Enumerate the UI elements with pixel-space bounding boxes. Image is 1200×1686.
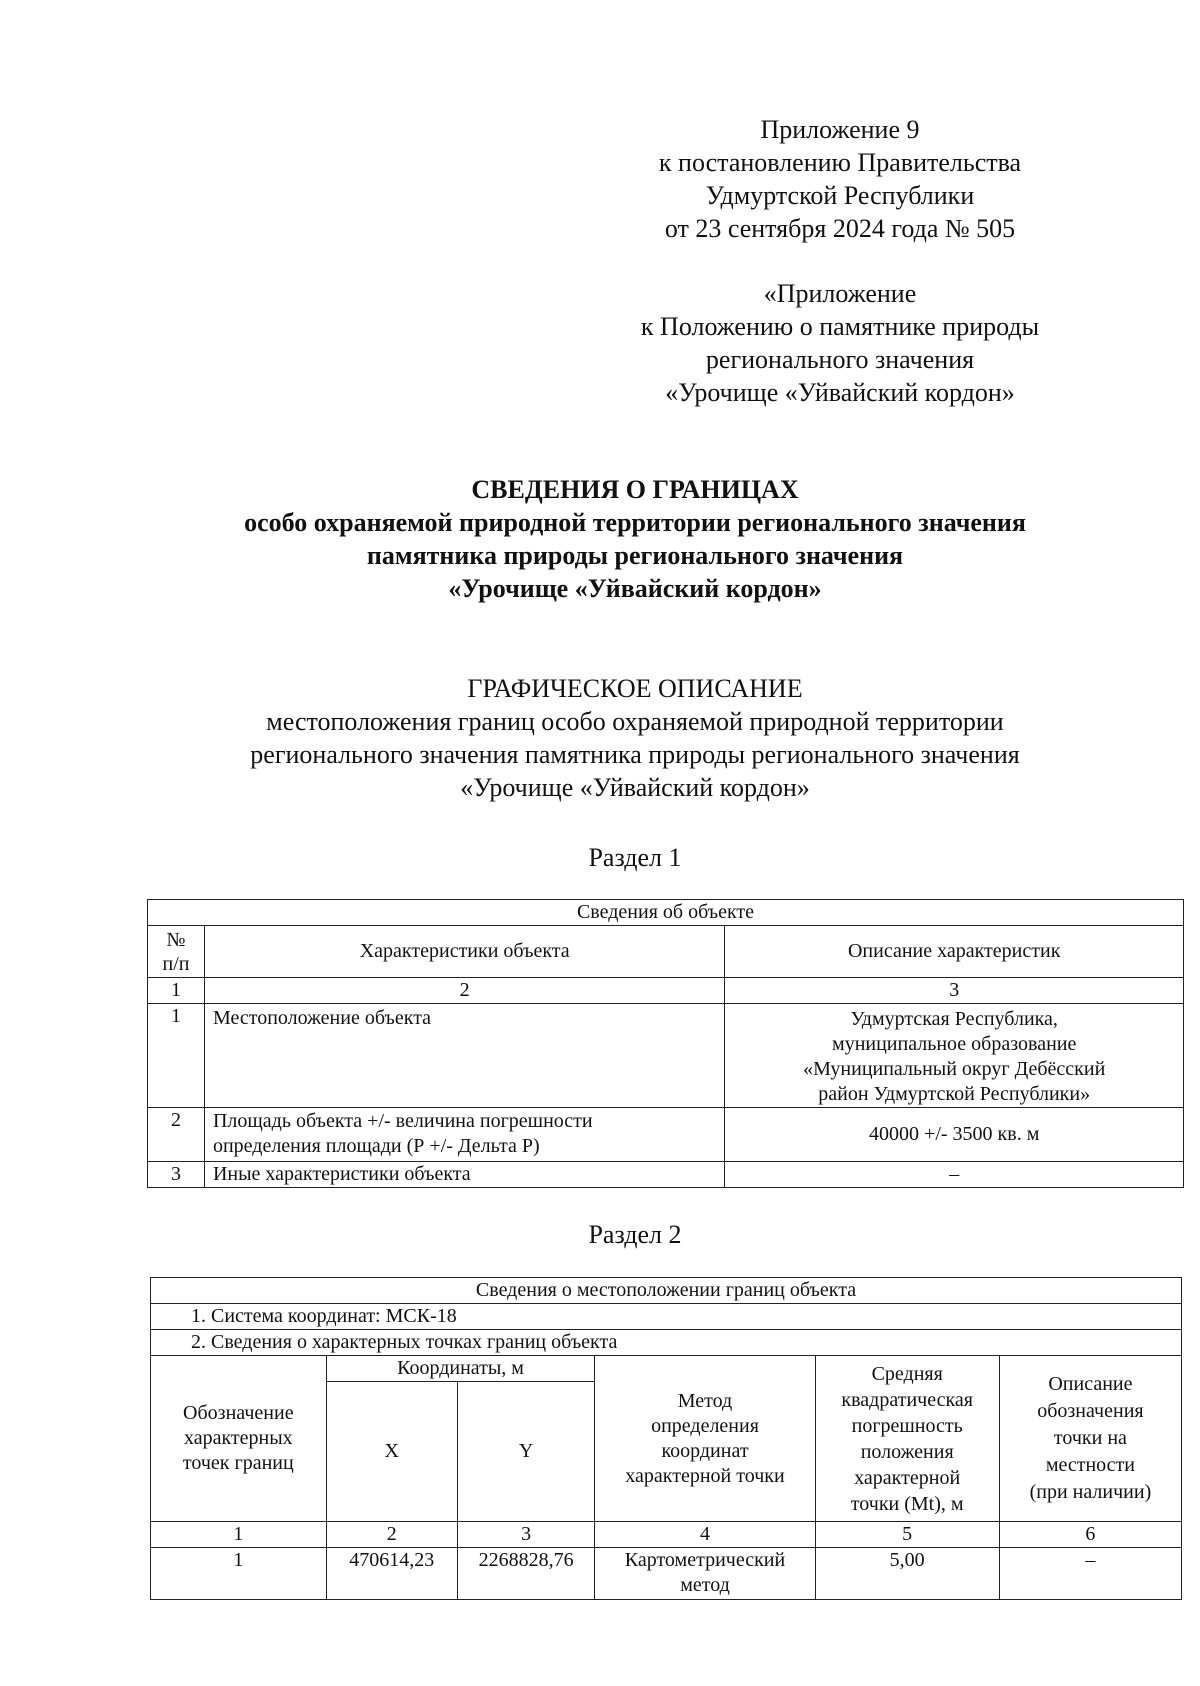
header-designation: Обозначение характерных точек границ	[151, 1356, 327, 1522]
appendix2-line: регионального значения	[705, 345, 975, 374]
row-description: –	[725, 1162, 1184, 1188]
row-number: 1	[148, 1004, 205, 1108]
table-row	[148, 1162, 1184, 1188]
appendix2-line: «Урочище «Уйвайский кордон»	[665, 378, 1015, 407]
document-title	[100, 473, 1170, 605]
point-description: –	[999, 1548, 1181, 1600]
col-number: 2	[204, 978, 724, 1004]
appendix2-line: к Положению о памятнике природы	[640, 312, 1040, 341]
point-x: 470614,23	[326, 1548, 457, 1600]
col-header-description: Описание характеристик	[725, 926, 1184, 978]
point-method: Картометрический метод	[595, 1548, 815, 1600]
table-caption: Сведения о местоположении границ объекта	[151, 1278, 1182, 1304]
boundary-points-table	[150, 1277, 1182, 1600]
row-characteristic: Иные характеристики объекта	[204, 1162, 724, 1188]
row-number: 3	[148, 1162, 205, 1188]
header-y: Y	[457, 1382, 595, 1522]
title-line: памятника природы регионального значения	[366, 541, 904, 570]
subtitle-line: местоположения границ особо охраняемой природной территории	[266, 707, 1004, 736]
point-y: 2268828,76	[457, 1548, 595, 1600]
row-characteristic: Площадь объекта +/- величина погрешности определения площади (Р +/- Дельта Р)	[204, 1108, 724, 1162]
row-description: 40000 +/- 3500 кв. м	[725, 1108, 1184, 1162]
table-row	[151, 1548, 1182, 1600]
object-info-table	[147, 899, 1184, 1188]
col-number: 1	[151, 1522, 327, 1548]
appendix-line: Удмуртской Республики	[705, 181, 975, 210]
col-number: 3	[457, 1522, 595, 1548]
appendix-line: к постановлению Правительства	[658, 148, 1022, 177]
points-info: 2. Сведения о характерных точках границ объекта	[151, 1330, 1182, 1356]
table-row	[148, 1108, 1184, 1162]
row-characteristic: Местоположение объекта	[204, 1004, 724, 1108]
title-line: особо охраняемой природной территории регионального значения	[244, 508, 1026, 537]
col-header-characteristic: Характеристики объекта	[204, 926, 724, 978]
appendix2-line: «Приложение	[763, 279, 917, 308]
subtitle-line: регионального значения памятника природы регионального значения	[250, 740, 1020, 769]
section-1-heading: Раздел 1	[588, 843, 682, 872]
header-method: Метод определения координат характерной точки	[595, 1356, 815, 1522]
col-number: 6	[999, 1522, 1181, 1548]
subtitle-line: ГРАФИЧЕСКОЕ ОПИСАНИЕ	[467, 674, 803, 703]
table-caption: Сведения об объекте	[148, 900, 1184, 926]
col-number: 4	[595, 1522, 815, 1548]
row-number: 2	[148, 1108, 205, 1162]
col-number: 1	[148, 978, 205, 1004]
appendix-line: Приложение 9	[760, 115, 920, 144]
table-row	[148, 1004, 1184, 1108]
point-error: 5,00	[815, 1548, 999, 1600]
regulation-appendix-reference	[600, 277, 1080, 409]
title-line: «Урочище «Уйвайский кордон»	[448, 574, 822, 603]
header-error: Средняя квадратическая погрешность положения характерной точки (Mt), м	[815, 1356, 999, 1522]
header-point-description: Описание обозначения точки на местности (при наличии)	[999, 1356, 1181, 1522]
col-number: 3	[725, 978, 1184, 1004]
appendix-reference	[600, 113, 1080, 245]
row-description: Удмуртская Республика, муниципальное образование «Муниципальный округ Дебёсский район Удмуртской Республики»	[725, 1004, 1184, 1108]
title-line: СВЕДЕНИЯ О ГРАНИЦАХ	[471, 475, 799, 504]
appendix-line: от 23 сентября 2024 года № 505	[664, 214, 1016, 243]
graphic-description-title	[100, 672, 1170, 804]
section-2-heading: Раздел 2	[588, 1220, 682, 1249]
subtitle-line: «Урочище «Уйвайский кордон»	[460, 773, 810, 802]
col-header-number: № п/п	[148, 926, 205, 978]
coordinate-system: 1. Система координат: МСК-18	[151, 1304, 1182, 1330]
col-number: 5	[815, 1522, 999, 1548]
header-x: X	[326, 1382, 457, 1522]
header-coordinates: Координаты, м	[326, 1356, 595, 1382]
col-number: 2	[326, 1522, 457, 1548]
point-designation: 1	[151, 1548, 327, 1600]
